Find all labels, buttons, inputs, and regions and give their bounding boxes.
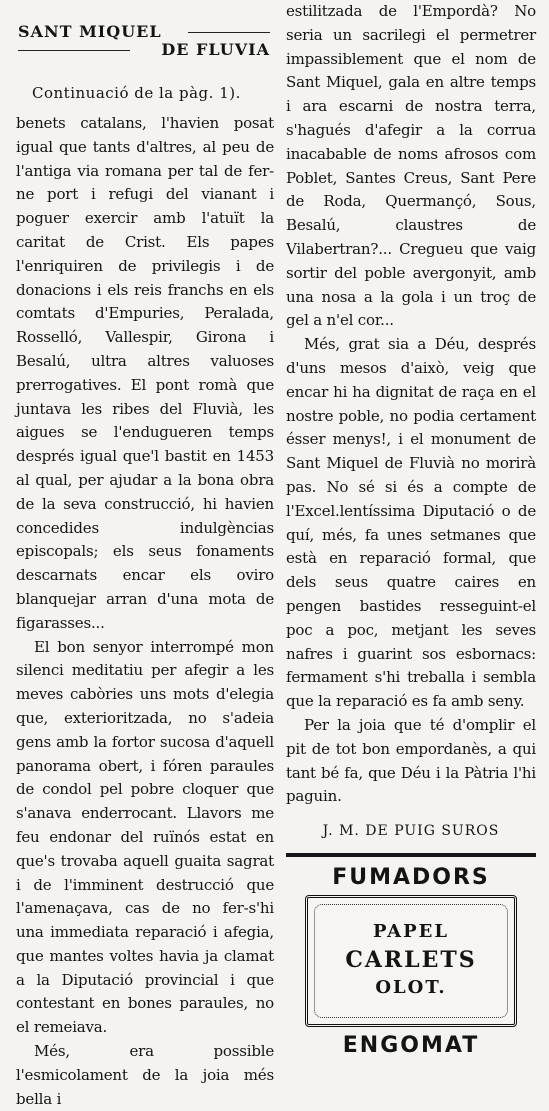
ad-footer: ENGOMAT [342,1033,480,1059]
heading-rule [188,32,270,33]
paragraph: Més, era possible l'esmicolament de la joia més bella i [16,1042,274,1108]
paragraph: estilitzada de l'Empordà? No seria un sacrilegi el permetrer impassiblement que el nom de Sant Miquel, gala en altre temps i ara escarni de nostra terra, s'hagués d'afegir a la corrua inacabable de noms afrosos com Poblet, Santes Creus, Sant Pere de Roda, Quermançó, Sous, Besalú, claustres de Vilabertran?... Cregueu que vaig sortir del poble avergonyit, amb una nosa a la gola i un troç de gel a n'el cor... [286,2,536,330]
heading-rule [18,50,130,51]
heading-line-1: SANT MIQUEL [18,22,162,41]
ad-line: CARLETS [345,947,477,974]
ad-line: PAPEL [372,921,450,943]
ad-heading: FUMADORS [332,865,490,891]
advertisement [286,865,536,1059]
paragraph: Per la joia que té d'omplir el pit de tot bon empordanès, a qui tant bé fa, que Déu i la Pàtria l'hi paguin. [286,715,536,806]
right-column [286,0,536,1059]
paragraph: Més, grat sia a Déu, després d'uns mesos d'això, veig que encar hi ha dignitat de raça en el nostre poble, no podia certament ésser menys!, i el monument de Sant Miquel de Fluvià no morirà pas. No sé si és a compte de l'Excel.lentíssima Diputació o de quí, més, fa unes setmanes que està en reparació formal, que dels seus quatre caires en pengen bastides resseguint-el poc a poc, metjant les seves nafres i guarint sos esbornacs: fermament s'hi treballa i sembla que la reparació es fa amb seny. [286,335,536,711]
article-heading [16,0,274,62]
paragraph: El bon senyor interrompé mon silenci meditatiu per afegir a les meves cabòries uns mots d'elegia que, exterioritzada, no s'adeia gens amb la fortor sucosa d'aquell panorama obert, i fóren paraules de condol pel pobre cloquer que s'anava enderrocant. Llavors me feu endonar del ruïnós estat en que's trovaba aquell guaita sagrat i de l'imminent destrucció que l'amenaçava, cas de no fer-s'hi una immediata reparació i afegia, que mantes voltes havia ja clamat a la Diputació provincial i que contestant en bones paraules, no el remeiava. [16,637,274,1037]
continuation-note: Continuació de la pàg. 1). [32,84,241,102]
ad-label-box [305,895,517,1027]
heading-line-2: DE FLUVIA [161,40,270,59]
author-signature: J. M. DE PUIG SUROS [322,823,500,840]
ad-line: OLOT. [375,977,447,999]
separator-rule [286,853,536,857]
paragraph: benets catalans, l'havien posat igual que tants d'altres, al peu de l'antiga via romana per tal de fer-ne port i refugi del vianant i poguer exercir amb l'atuït la caritat de Crist. Els papes l'enriquiren de privilegis i de donacions i els reis franchs en els comtats d'Empuries, Peralada, Rosselló, Vallespir, Girona i Besalú, ultra altres valuoses prerrogatives. El pont romà que juntava les ribes del Fluvià, les aigues se l'endugueren temps després igual que'l bastit en 1453 al qual, per ajudar a la bona obra de la seva construcció, hi havien concedides indulgèncias episcopals; els seus fonaments descarnats encar els oviro blanquejar arran d'una mota de figarasses... [16,114,274,632]
left-column [16,0,274,1111]
